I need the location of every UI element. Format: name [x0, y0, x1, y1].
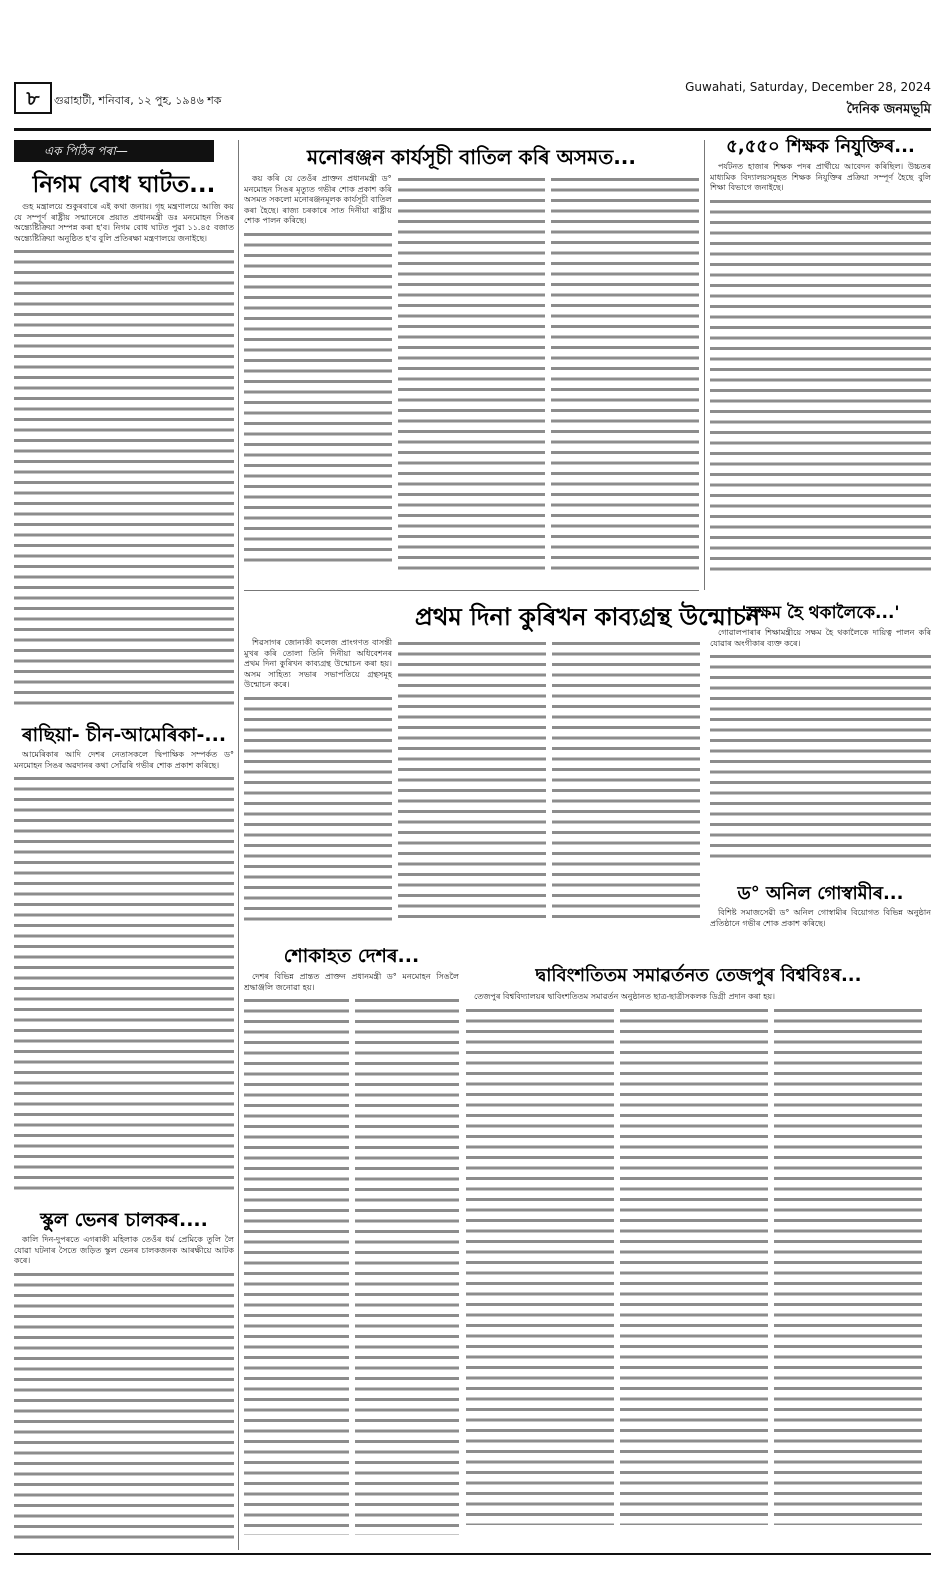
body-school [14, 1235, 234, 1267]
text-fill [398, 638, 546, 918]
body-shikshak [710, 162, 931, 194]
text-fill [466, 1005, 614, 1525]
paper-name: দৈনিক জনমভূমি [846, 102, 931, 117]
headline-anil: ড° অনিল গোস্বামীৰ... [737, 883, 904, 904]
text-fill [14, 1269, 234, 1539]
text-fill [244, 229, 392, 569]
text-fill [14, 246, 234, 706]
kabya-col-1 [244, 638, 392, 923]
article-tezpur [466, 960, 931, 1550]
headline-russia: ৰাছিয়া- চীন-আমেৰিকা-... [21, 724, 227, 746]
headline-tezpur: দ্বাবিংশতিতম সমাৱৰ্তনত তেজপুৰ বিশ্ববিঃৰ... [535, 965, 862, 986]
article-school [14, 1205, 234, 1550]
section-kicker: এক পিঠিৰ পৰা— [14, 140, 214, 162]
body-tezpur [466, 992, 931, 1003]
kabya-col-2 [398, 638, 546, 923]
section-divider [244, 590, 699, 591]
text-fill [710, 196, 931, 576]
bottom-rule [14, 1553, 931, 1555]
date-right: Guwahati, Saturday, December 28, 2024 [685, 80, 931, 94]
text-fill [355, 995, 459, 1535]
text-fill [620, 1005, 768, 1525]
body-tezpur-text: তেজপুৰ বিশ্ববিদ্যালয়ৰ দ্বাবিংশতিতম সমাৱৰ্তন অনুষ্ঠানত ছাত্ৰ-ছাত্ৰীসকলক ডিগ্ৰী প্ৰদান কৰা হয়। [474, 992, 775, 1001]
body-saksham [710, 628, 931, 649]
body-shokahat-text: দেশৰ বিভিন্ন প্ৰান্তত প্ৰাক্তন প্ৰধানমন্ত্ৰী ড° মনমোহন সিঙলৈ শ্ৰদ্ধাঞ্জলি জনোৱা হয়। [244, 972, 459, 992]
article-anil [710, 880, 931, 955]
text-fill [14, 773, 234, 1193]
page-number: ৮ [14, 82, 52, 114]
headline-shokahat: শোকাহত দেশৰ... [283, 945, 420, 967]
article-manoranjan [244, 140, 699, 585]
text-fill [710, 651, 931, 861]
body-russia [14, 750, 234, 771]
column-divider [704, 140, 705, 590]
body-kabya-text: শিৱসাগৰ জোনাকী কলেজ প্ৰাংগণত বাসন্তী মুখৰ কৰি তোলা তিনি দিনীয়া অধিবেশনৰ প্ৰথম দিনা কুৰিখন কাব্যগ্ৰন্থ উন্মোচন কৰা হয়। অসম সাহিত্য সভাৰ সভাপতিয়ে গ্ৰন্থসমূহ উন্মোচন কৰে। [244, 638, 392, 689]
column-divider [238, 140, 239, 1550]
body-manoranjan-text: কয় কৰি যে তেওঁৰ প্ৰাক্তন প্ৰধানমন্ত্ৰী ড° মনমোহন সিঙৰ মৃত্যুত গভীৰ শোক প্ৰকাশ কৰি অসমত সকলো মনোৰঞ্জনমূলক কাৰ্যসূচী বাতিল কৰা হৈছে। ৰাজ্য চৰকাৰে সাত দিনীয়া ৰাষ্ট্ৰীয় শোক পালন কৰিছে। [244, 174, 392, 225]
text-fill [398, 174, 546, 574]
body-anil [710, 908, 931, 929]
article-shikshak [710, 132, 931, 592]
headline-school: স্কুল ভেনৰ চালকৰ.... [40, 1209, 208, 1231]
text-fill [774, 1005, 922, 1525]
article-russia [14, 720, 234, 1195]
body-nigam-text: গুহ মন্ত্ৰালয়ে শুকুৰবাৰে এই কথা জনায়। গৃহ মন্ত্ৰণালয়ে আজি কয় যে সম্পূৰ্ণ ৰাষ্ট্ৰীয় সন্মানেৰে প্ৰয়াত প্ৰধানমন্ত্ৰী ডঃ মনমোহন সিঙৰ অন্ত্যেষ্টিক্ৰিয়া সম্পন্ন কৰা হ'ব। নিগম বোধ ঘাটত পুৱা ১১.৪৫ বজাত অন্ত্যেষ্টিক্ৰিয়া অনুষ্ঠিত হ'ব বুলি প্ৰতিৰক্ষা মন্ত্ৰণালয়ে জনাইছে। [14, 202, 234, 243]
top-rule [14, 128, 931, 131]
headline-nigam: নিগম বোধ ঘাটত... [32, 172, 216, 198]
kabya-col-3 [552, 638, 700, 923]
body-saksham-text: গোৱালপাৰাৰ শিক্ষামন্ত্ৰীয়ে সক্ষম হৈ থকালৈকে দায়িত্ব পালন কৰি যোৱাৰ অংগীকাৰ ব্যক্ত কৰে। [710, 628, 931, 648]
article-saksham [710, 598, 931, 873]
body-russia-text: আমেৰিকাৰ আদি দেশৰ নেতাসকলে দ্বিপাক্ষিক সম্পৰ্কত ড° মনমোহন সিঙৰ অৱদানৰ কথা সোঁৱৰি গভীৰ শোক প্ৰকাশ কৰিছে। [14, 750, 234, 770]
article-shokahat [244, 940, 459, 1550]
manoranjan-col-2 [398, 174, 546, 574]
body-shikshak-text: পৰ্যটনত হাজাৰ শিক্ষক পদৰ প্ৰাৰ্থীয়ে আবেদন কৰিছিল। উচ্চতৰ মাধ্যমিক বিদ্যালয়সমূহত শিক্ষক নিযুক্তিৰ প্ৰক্ৰিয়া সম্পূৰ্ণ হৈছে বুলি শিক্ষা বিভাগে জনাইছে। [710, 162, 931, 192]
date-left: গুৱাহাটী, শনিবাৰ, ১২ পুহ, ১৯৪৬ শক [54, 94, 222, 107]
manoranjan-col-1 [244, 174, 392, 574]
body-school-text: কালি দিন-দুপৰতে এগৰাকী মহিলাক তেওঁৰ ধৰ্ম প্ৰেমিকে তুলি লৈ যোৱা ঘটনাৰ সৈতে জড়িত স্কুল ভেনৰ চালকজনক আৰক্ষীয়ে আটক কৰে। [14, 1235, 234, 1265]
text-fill [244, 693, 392, 923]
body-nigam [14, 202, 234, 244]
manoranjan-columns [244, 174, 699, 574]
article-nigam [14, 168, 234, 708]
manoranjan-col-3 [551, 174, 699, 574]
text-fill [551, 174, 699, 574]
shokahat-columns [244, 995, 459, 1535]
text-fill [244, 995, 349, 1535]
tezpur-columns [466, 1005, 931, 1525]
body-shokahat [244, 972, 459, 993]
headline-shikshak: ৫,৫৫০ শিক্ষক নিযুক্তিৰ... [726, 136, 915, 157]
headline-kabya: প্ৰথম দিনা কুৰিখন কাব্যগ্ৰন্থ উন্মোচন [414, 603, 761, 631]
body-anil-text: বিশিষ্ট সমাজসেৱী ড° অনিল গোস্বামীৰ বিয়োগত বিভিন্ন অনুষ্ঠান প্ৰতিষ্ঠানে গভীৰ শোক প্ৰকাশ কৰিছে। [710, 908, 931, 928]
headline-saksham: 'সক্ষম হৈ থকালৈকে...' [741, 603, 900, 623]
headline-manoranjan: মনোৰঞ্জন কাৰ্যসূচী বাতিল কৰি অসমত... [306, 145, 637, 169]
text-fill [552, 638, 700, 918]
